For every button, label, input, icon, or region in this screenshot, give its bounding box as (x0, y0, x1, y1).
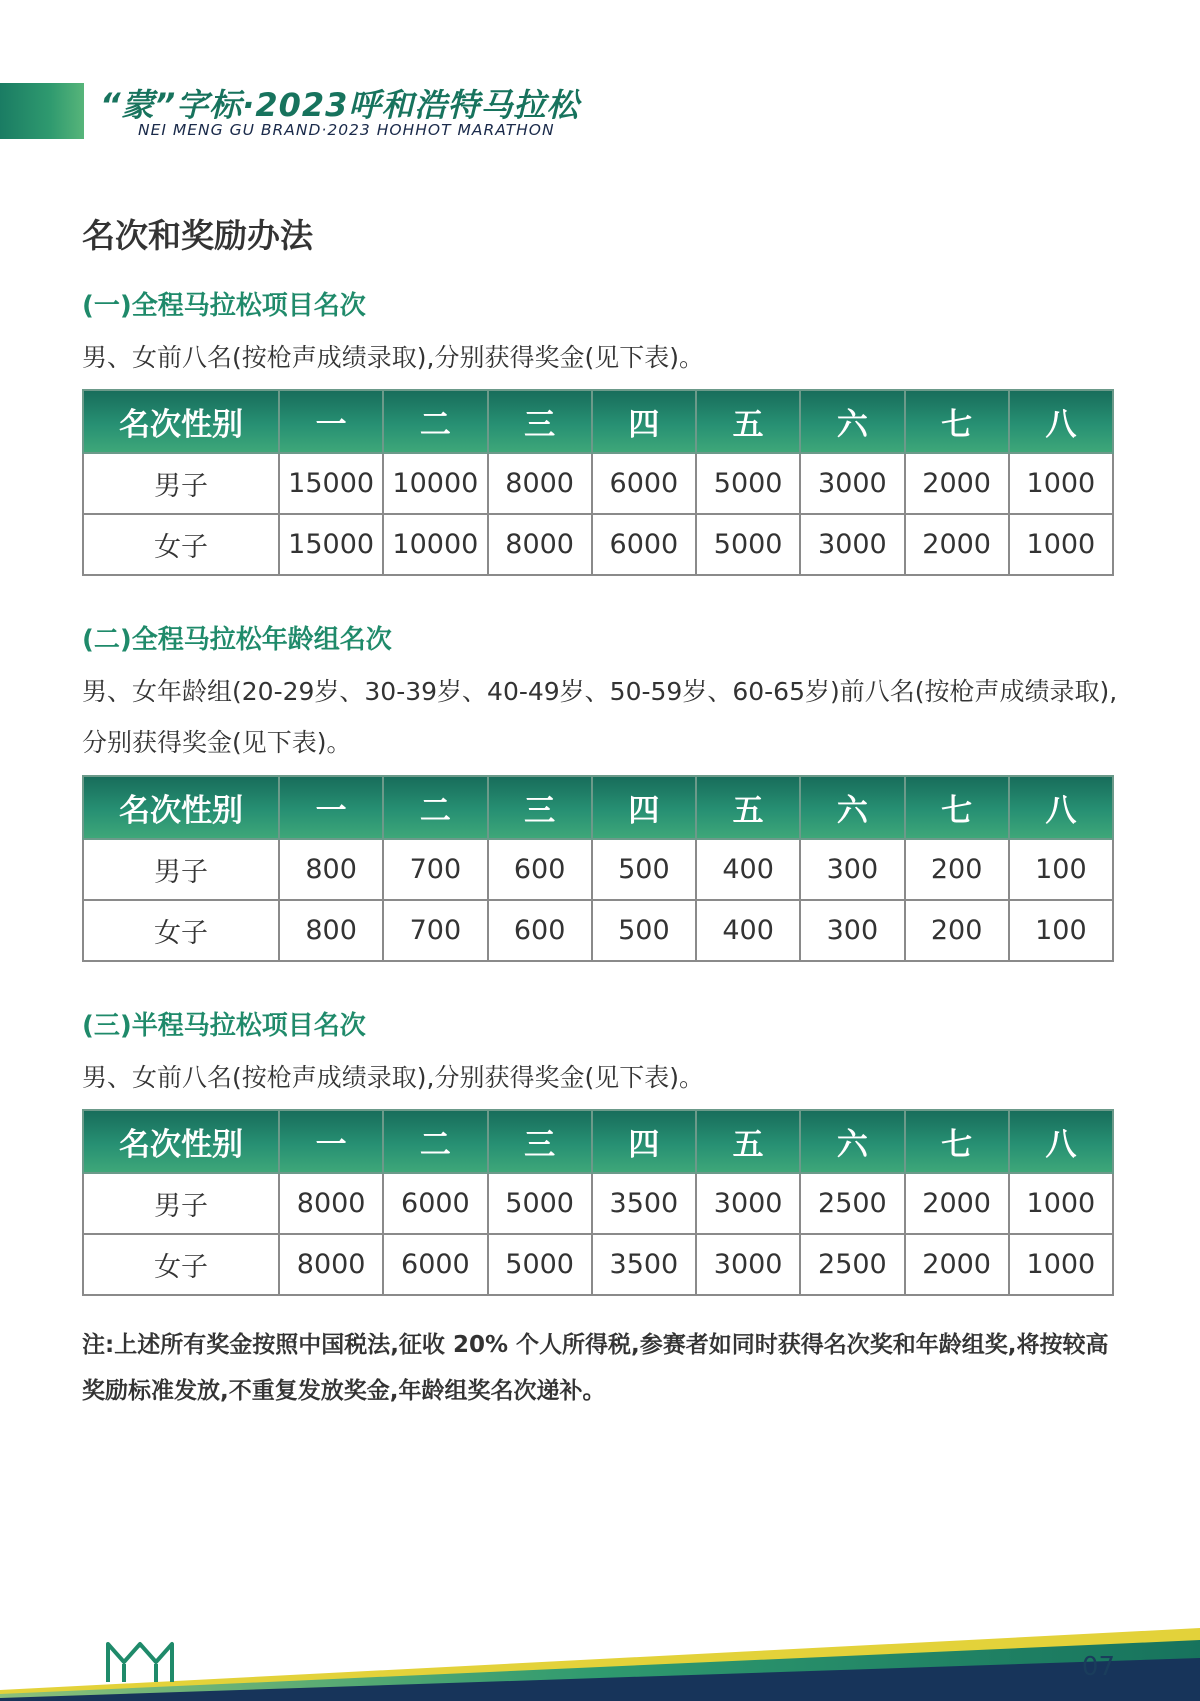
table-cell: 100 (1009, 839, 1113, 900)
table-cell: 500 (592, 900, 696, 961)
table-cell: 8000 (488, 453, 592, 514)
row-label-male: 男子 (83, 1173, 279, 1234)
header-cell-rank-8: 八 (1009, 390, 1113, 453)
prize-table-half-marathon (82, 1109, 1114, 1296)
row-label-male: 男子 (83, 453, 279, 514)
header-cell-rank-1: 一 (279, 776, 383, 839)
table-cell: 2500 (800, 1234, 904, 1295)
table-cell: 5000 (488, 1234, 592, 1295)
table-cell: 6000 (383, 1173, 487, 1234)
table-cell: 800 (279, 900, 383, 961)
table-cell: 200 (905, 839, 1009, 900)
table-cell: 600 (488, 839, 592, 900)
header-cell-rank-8: 八 (1009, 1110, 1113, 1173)
header-title: “蒙”字标·2023呼和浩特马拉松 (100, 86, 580, 124)
header-cell-rank-4: 四 (592, 390, 696, 453)
table-cell: 5000 (696, 514, 800, 575)
header-cell-rank-1: 一 (279, 390, 383, 453)
section-title-full-marathon: (一)全程马拉松项目名次 (82, 291, 366, 321)
table-cell: 700 (383, 900, 487, 961)
tax-note: 注:上述所有奖金按照中国税法,征收 20% 个人所得税,参赛者如同时获得名次奖和年龄组奖,将按较高奖励标准发放,不重复发放奖金,年龄组奖名次递补。 (82, 1332, 1109, 1404)
table-cell: 8000 (279, 1234, 383, 1295)
header-cell-rank-2: 二 (383, 776, 487, 839)
prize-table-full-marathon (82, 389, 1114, 576)
row-label-female: 女子 (83, 514, 279, 575)
brand-m-logo-icon (104, 1640, 176, 1684)
table-cell: 300 (800, 839, 904, 900)
table-cell: 800 (279, 839, 383, 900)
table-cell: 6000 (383, 1234, 487, 1295)
table-cell: 3000 (800, 453, 904, 514)
table-cell: 1000 (1009, 514, 1113, 575)
table-cell: 2000 (905, 1173, 1009, 1234)
table-cell: 400 (696, 900, 800, 961)
table-cell: 600 (488, 900, 592, 961)
table-cell: 2000 (905, 453, 1009, 514)
table-cell: 200 (905, 900, 1009, 961)
section-text-half-marathon: 男、女前八名(按枪声成绩录取),分别获得奖金(见下表)。 (82, 1063, 704, 1092)
prize-table-age-group (82, 775, 1114, 962)
header-cell-rank-1: 一 (279, 1110, 383, 1173)
header-color-band (0, 83, 84, 139)
header-cell-rank-3: 三 (488, 390, 592, 453)
header-cell-rank-gender: 名次性别 (83, 1110, 279, 1173)
header-cell-rank-3: 三 (488, 1110, 592, 1173)
page-title: 名次和奖励办法 (82, 216, 313, 255)
table-cell: 6000 (592, 514, 696, 575)
table-row-female (83, 514, 1113, 575)
table-cell: 2000 (905, 514, 1009, 575)
table-header-row (83, 1110, 1113, 1173)
table-cell: 5000 (488, 1173, 592, 1234)
header-cell-rank-7: 七 (905, 390, 1009, 453)
table-cell: 3000 (800, 514, 904, 575)
header-cell-rank-3: 三 (488, 776, 592, 839)
table-cell: 500 (592, 839, 696, 900)
table-cell: 2500 (800, 1173, 904, 1234)
table-cell: 100 (1009, 900, 1113, 961)
table-row-male (83, 1173, 1113, 1234)
table-cell: 1000 (1009, 453, 1113, 514)
table-cell: 10000 (383, 453, 487, 514)
row-label-female: 女子 (83, 1234, 279, 1295)
table-cell: 3000 (696, 1173, 800, 1234)
header-cell-rank-4: 四 (592, 776, 696, 839)
table-cell: 10000 (383, 514, 487, 575)
table-cell: 8000 (279, 1173, 383, 1234)
table-cell: 5000 (696, 453, 800, 514)
header-cell-rank-6: 六 (800, 776, 904, 839)
section-text-age-group: 男、女年龄组(20-29岁、30-39岁、40-49岁、50-59岁、60-65岁)前八名(按枪声成绩录取),分别获得奖金(见下表)。 (82, 677, 1118, 757)
header-cell-rank-gender: 名次性别 (83, 390, 279, 453)
page-number: 07 (1081, 1652, 1115, 1682)
table-row-male (83, 453, 1113, 514)
table-cell: 6000 (592, 453, 696, 514)
row-label-male: 男子 (83, 839, 279, 900)
table-cell: 15000 (279, 514, 383, 575)
table-cell: 1000 (1009, 1173, 1113, 1234)
table-row-female (83, 1234, 1113, 1295)
footer-decoration (0, 1620, 1200, 1701)
header-cell-rank-7: 七 (905, 1110, 1009, 1173)
section-title-half-marathon: (三)半程马拉松项目名次 (82, 1011, 366, 1041)
table-header-row (83, 390, 1113, 453)
table-cell: 300 (800, 900, 904, 961)
header-cell-rank-8: 八 (1009, 776, 1113, 839)
header-cell-rank-2: 二 (383, 390, 487, 453)
table-row-male (83, 839, 1113, 900)
header-subtitle: NEI MENG GU BRAND·2023 HOHHOT MARATHON (138, 121, 555, 139)
section-text-full-marathon: 男、女前八名(按枪声成绩录取),分别获得奖金(见下表)。 (82, 343, 704, 372)
row-label-female: 女子 (83, 900, 279, 961)
header-cell-rank-2: 二 (383, 1110, 487, 1173)
table-cell: 2000 (905, 1234, 1009, 1295)
header-cell-rank-gender: 名次性别 (83, 776, 279, 839)
table-cell: 15000 (279, 453, 383, 514)
table-cell: 3500 (592, 1234, 696, 1295)
header-cell-rank-5: 五 (696, 776, 800, 839)
header-cell-rank-4: 四 (592, 1110, 696, 1173)
header-cell-rank-6: 六 (800, 390, 904, 453)
section-title-age-group: (二)全程马拉松年龄组名次 (82, 625, 392, 655)
table-row-female (83, 900, 1113, 961)
header-cell-rank-5: 五 (696, 390, 800, 453)
table-header-row (83, 776, 1113, 839)
table-cell: 400 (696, 839, 800, 900)
table-cell: 8000 (488, 514, 592, 575)
header-cell-rank-6: 六 (800, 1110, 904, 1173)
table-cell: 1000 (1009, 1234, 1113, 1295)
table-cell: 3000 (696, 1234, 800, 1295)
header-cell-rank-7: 七 (905, 776, 1009, 839)
header-cell-rank-5: 五 (696, 1110, 800, 1173)
table-cell: 700 (383, 839, 487, 900)
table-cell: 3500 (592, 1173, 696, 1234)
